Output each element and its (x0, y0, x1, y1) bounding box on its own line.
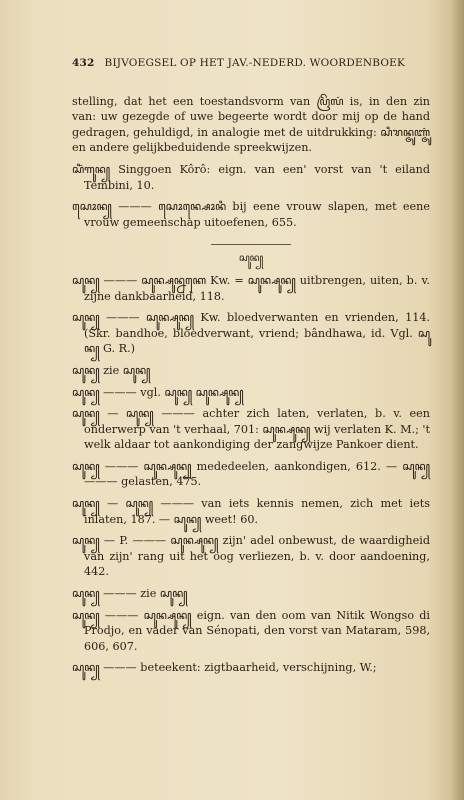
dictionary-entry: ꦱꦸꦤ꧀ — P. ——— ꦱꦸꦤ꧀ꦱꦸꦤ꧀ zijn' adel onbewust, de waardigheid van zijn' rang uit het oog verliezen, b. v. door aandoening, 442. (72, 534, 430, 579)
dictionary-entry: ꦱꦸꦤ꧀ ——— vgl. ꦱꦸꦤ꧀ ꦱꦸꦤ꧀ꦱꦸꦤ꧀ (72, 385, 244, 399)
dictionary-entry: ꦱꦸꦤ꧀ — ꦱꦸꦤ꧀ ——— achter zich laten, verlaten, b. v. een onderwerp van 't verhaal, 701: ꦱꦸꦤ꧀ꦱꦸꦤ꧀ wij verlaten K. M.; 't welk aldaar tot aankondiging der zangwijze Pankoer dient. (72, 407, 430, 452)
dictionary-entry: ꦱꦸꦤ꧀ ——— ꦱꦸꦤ꧀ꦱꦸꦤ꧀ eign. van den oom van Nitik Wongso di Prodjo, en vader van Sénopati, den vorst van Mataram, 598, 606, 607. (72, 608, 430, 653)
section-heading: ꦱꦸꦤ꧀ (238, 253, 264, 265)
section-divider (211, 244, 291, 245)
entry-singgoen: ꦱꦶꦁꦒꦸꦤ꧀ Singgoen Kôrô: eign. van een' vorst van 't eiland Tembini, 10. (72, 162, 430, 192)
dictionary-entry: ꦱꦸꦤ꧀ ——— beteekent: zigtbaarheid, verschijning, W.; (72, 661, 377, 675)
running-header (72, 56, 430, 72)
page-spine-shadow (450, 0, 464, 800)
dictionary-entry: ꦱꦸꦤ꧀ — ꦱꦸꦤ꧀ ——— van iets kennis nemen, zich met iets inlaten, 187. — ꦱꦸꦤ꧀ weet! 60. (72, 497, 430, 526)
running-title: BIJVOEGSEL OP HET JAV.-NEDERD. WOORDENBOEK (104, 57, 406, 69)
dictionary-entry: ꦱꦸꦤ꧀ ——— ꦱꦸꦤ꧀ꦱꦸꦤ꧀ꦤꦏꦺ Kw. = ꦱꦸꦤ꧀ꦱꦸꦤ꧀ uitbrengen, uiten, b. v. zijne dankbaarheid, 118. (72, 273, 430, 303)
paragraph-continuation: stelling, dat het een toestandsvorm van ꦥꦿꦼꦭꦁ is, in den zin van: uw gezegde of uwe begeerte wordt door mij op de hand gedragen, gehuldigd, in analogie met de uitdrukking: ꦱꦶꦫꦤ꧀ꦗꦸꦚ꧀ꦗꦸꦁ en andere gelijkbeduidende spreekwijzen. (72, 94, 430, 155)
page-content (72, 56, 430, 682)
dictionary-entry: ꦱꦸꦤ꧀ ——— ꦱꦸꦤ꧀ꦱꦸꦤ꧀ mededeelen, aankondigen, 612. — ꦱꦸꦤ꧀ ——— gelasten, 475. (72, 459, 430, 489)
entry-sleep: ꦱꦺꦴꦤ꧀ ——— ꦱꦺꦴꦤ꧀ꦱꦺꦴꦤꦶ bij eene vrouw slapen, met eene vrouw gemeenschap uitoefenen, 655. (72, 200, 430, 229)
dictionary-entry: ꦱꦸꦤ꧀ zie ꦱꦸꦤ꧀ (72, 363, 151, 377)
page-number: 432 (72, 57, 95, 69)
dictionary-entry: ꦱꦸꦤ꧀ ——— zie ꦱꦸꦤ꧀ (72, 587, 188, 601)
dictionary-entry: ꦱꦸꦤ꧀ ——— ꦱꦸꦤ꧀ꦱꦸꦤ꧀ Kw. bloedverwanten en vrienden, 114. (Skr. bandhoe, bloedverwant, vriend; bândhawa, id. Vgl. ꦱꦸꦤ꧀ G. R.) (72, 311, 430, 356)
